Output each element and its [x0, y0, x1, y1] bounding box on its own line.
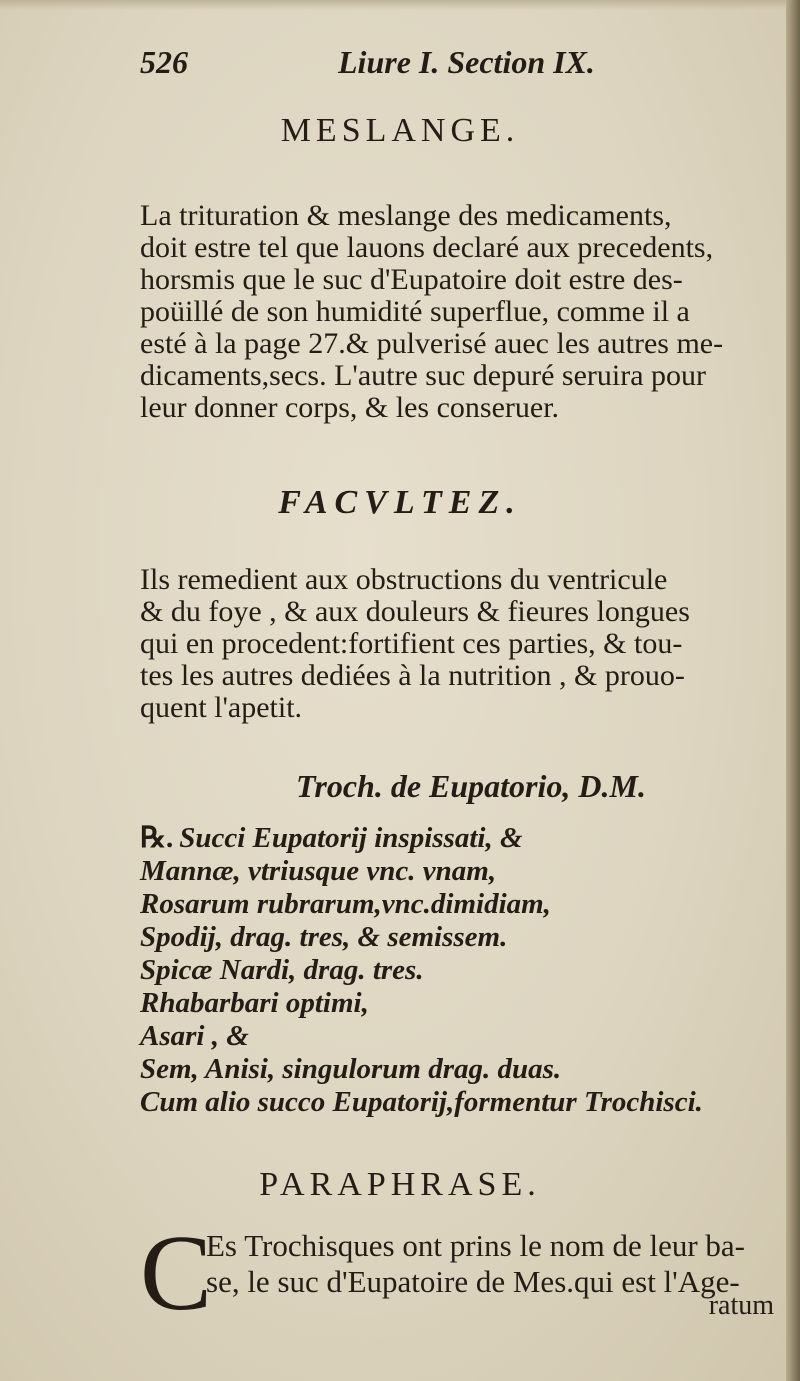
text-line: se, le suc d'Eupatoire de Mes.qui est l'Age- — [206, 1264, 740, 1299]
paragraph-paraphrase — [206, 1228, 780, 1300]
recipe-line: Asari , & — [140, 1020, 249, 1052]
text-line: quent l'apetit. — [140, 691, 303, 724]
recipe-ingredient: Succi Eupatorij inspissati, & — [179, 822, 523, 854]
recipe-title: Troch. de Eupatorio, D.M. — [296, 768, 646, 804]
text-line: doit estre tel que lauons declaré aux precedents, — [140, 231, 714, 264]
page-top-shadow — [0, 0, 800, 10]
text-line: leur donner corps, & les conseruer. — [140, 391, 560, 424]
recipe-line: Rosarum rubrarum,vnc.dimidiam, — [140, 888, 551, 920]
page-number: 526 — [140, 44, 188, 80]
text-line: esté à la page 27.& pulverisé auec les autres me- — [140, 327, 724, 360]
text-line: tes les autres dediées à la nutrition , & prouo- — [140, 659, 685, 692]
text-line: & du foye , & aux douleurs & fieures longues — [140, 595, 690, 628]
text-line: qui en procedent:fortifient ces parties, & tou- — [140, 627, 683, 660]
drop-cap: C — [140, 1214, 213, 1333]
recipe-line — [140, 822, 780, 855]
heading-paraphrase: PARAPHRASE. — [259, 1166, 541, 1203]
recipe-line: Spicæ Nardi, drag. tres. — [140, 954, 424, 986]
text-line: dicaments,secs. L'autre suc depuré seruira pour — [140, 359, 707, 392]
recipe-symbol: ℞. — [140, 822, 174, 854]
paragraph-facultez — [140, 564, 780, 724]
text-line: poüillé de son humidité superflue, comme il a — [140, 295, 690, 328]
text-line: Es Trochisques ont prins le nom de leur ba- — [206, 1228, 746, 1263]
recipe-list — [140, 822, 780, 1119]
text-line: La trituration & meslange des medicaments, — [140, 199, 672, 232]
paragraph-meslange — [140, 200, 780, 424]
recipe-line: Spodij, drag. tres, & semissem. — [140, 921, 508, 953]
catchword: ratum — [708, 1290, 774, 1321]
recipe-line: Cum alio succo Eupatorij,formentur Trochisci. — [140, 1086, 703, 1118]
recipe-line: Mannæ, vtriusque vnc. vnam, — [140, 855, 497, 887]
text-line: horsmis que le suc d'Eupatoire doit estre des- — [140, 263, 683, 296]
heading-meslange: MESLANGE. — [280, 112, 520, 149]
text-line: Ils remedient aux obstructions du ventricule — [140, 563, 668, 596]
running-title: Liure I. Section IX. — [338, 44, 595, 80]
recipe-line: Rhabarbari optimi, — [140, 987, 369, 1019]
heading-facultez: FACVLTEZ. — [278, 484, 522, 521]
recipe-line: Sem, Anisi, singulorum drag. duas. — [140, 1053, 562, 1085]
running-head — [140, 44, 660, 88]
